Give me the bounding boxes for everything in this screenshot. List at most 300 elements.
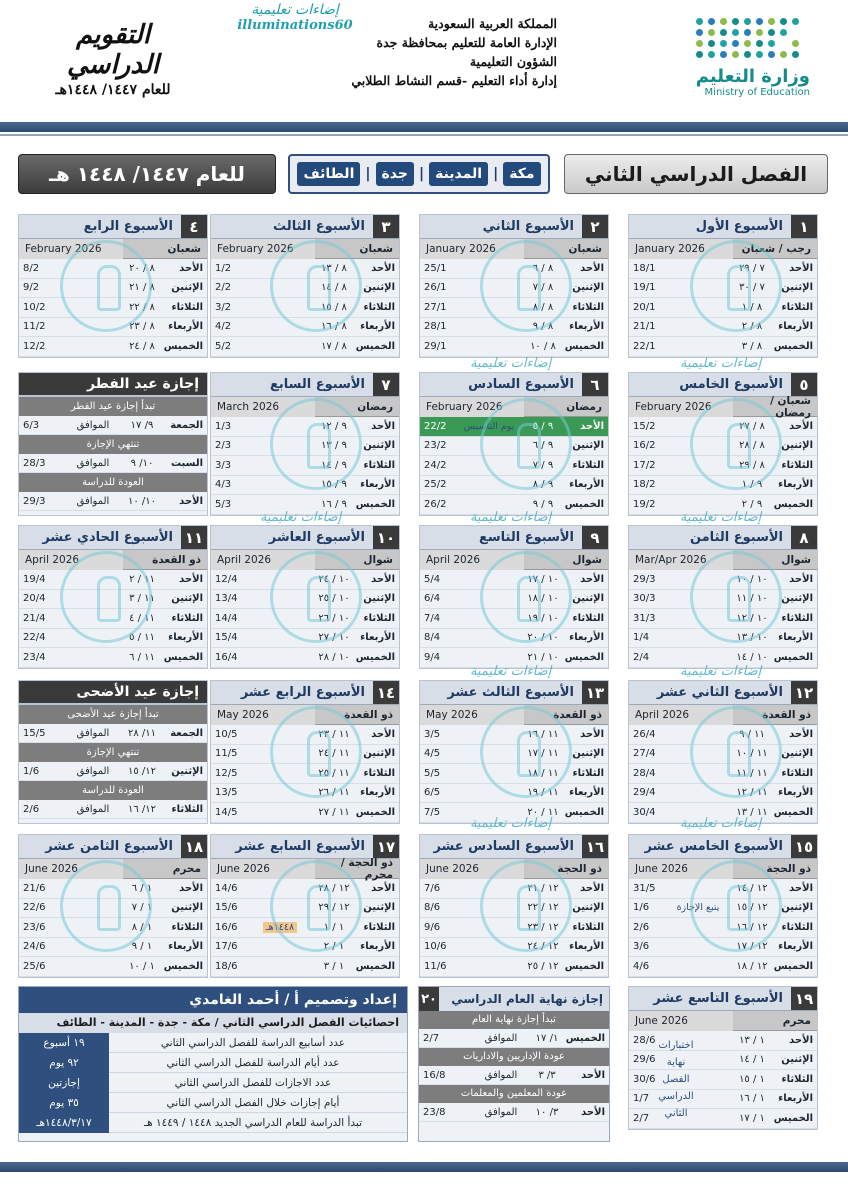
event-hijri: ٣/ ٣ bbox=[538, 1069, 556, 1081]
hijri-date: ٩ / ٥ bbox=[532, 420, 554, 432]
event-day: الأحد bbox=[581, 1106, 605, 1118]
gregorian-date: 9/2 bbox=[23, 282, 40, 294]
day-note bbox=[249, 922, 311, 933]
event-row bbox=[19, 724, 207, 743]
bottom-band bbox=[0, 1162, 848, 1172]
hijri-date: ١٢ / ١٤ bbox=[736, 882, 768, 894]
month-header bbox=[420, 397, 608, 417]
day-note-text: يوم التأسيس bbox=[463, 420, 515, 432]
gregorian-date: 26/1 bbox=[424, 282, 447, 294]
gregorian-date: 3/5 bbox=[424, 728, 441, 740]
day-row bbox=[420, 259, 608, 279]
day-row bbox=[629, 456, 817, 476]
year-end-panel bbox=[418, 986, 610, 1142]
day-row bbox=[629, 745, 817, 765]
gregorian-date: 18/2 bbox=[633, 479, 656, 491]
gregorian-month: May 2026 bbox=[211, 705, 315, 725]
day-row bbox=[211, 337, 399, 357]
gregorian-month: June 2026 bbox=[629, 1011, 733, 1031]
gregorian-date: 3/3 bbox=[215, 459, 232, 471]
hijri-date: ١١ / ٢٥ bbox=[318, 767, 350, 779]
month-header bbox=[19, 550, 207, 570]
stat-value: ١٩ أسبوع bbox=[19, 1033, 109, 1053]
month-header bbox=[629, 859, 817, 879]
hijri-date: ٨ / ١٦ bbox=[321, 321, 347, 333]
day-name: الثلاثاء bbox=[363, 459, 395, 471]
day-row bbox=[19, 899, 207, 919]
day-row bbox=[420, 590, 608, 610]
stat-row bbox=[19, 1113, 407, 1133]
calligraphy-title bbox=[38, 20, 188, 98]
week-name: الأسبوع الثاني bbox=[420, 215, 582, 238]
hijri-date: ٩ / ٩ bbox=[532, 498, 554, 510]
year-title: للعام ١٤٤٧/ ١٤٤٨ هـ bbox=[18, 154, 276, 194]
stat-value: ٣٥ يوم bbox=[19, 1093, 109, 1113]
gregorian-date: 7/4 bbox=[424, 612, 441, 624]
day-name: الإثنين bbox=[171, 593, 203, 605]
hijri-date: ١١ / ١٧ bbox=[527, 748, 559, 760]
day-name: الإثنين bbox=[572, 593, 604, 605]
day-row bbox=[211, 437, 399, 457]
hijri-date: ١١ / ٣ bbox=[129, 593, 155, 605]
day-row bbox=[629, 417, 817, 437]
gregorian-date: 8/6 bbox=[424, 902, 441, 914]
gregorian-date: 17/2 bbox=[633, 459, 656, 471]
hijri-date: ١١ / ١٨ bbox=[527, 767, 559, 779]
hijri-date: ١ / ٨ bbox=[131, 921, 153, 933]
week-header bbox=[19, 215, 207, 239]
city-separator: | bbox=[418, 166, 425, 182]
event-day: الخميس bbox=[565, 1032, 605, 1044]
day-name: الثلاثاء bbox=[572, 612, 604, 624]
day-name: الأربعاء bbox=[569, 321, 604, 333]
hijri-month: محرم bbox=[172, 862, 201, 875]
gregorian-date: 5/4 bbox=[424, 573, 441, 585]
day-row bbox=[420, 803, 608, 823]
gregorian-date: 15/2 bbox=[633, 420, 656, 432]
event-label: الموافق bbox=[76, 727, 110, 739]
stat-value: ١٤٤٨/٣/١٧هـ bbox=[19, 1113, 109, 1133]
day-row bbox=[629, 957, 817, 977]
day-name: الأربعاء bbox=[778, 632, 813, 644]
gregorian-month: April 2026 bbox=[211, 550, 315, 570]
day-row bbox=[629, 725, 817, 745]
hijri-month: شوال bbox=[572, 553, 602, 566]
watermark-text: إضاءات تعليمية bbox=[680, 664, 762, 679]
day-row bbox=[211, 725, 399, 745]
gregorian-date: 14/4 bbox=[215, 612, 238, 624]
day-row bbox=[211, 879, 399, 899]
hijri-date: ١١ / ٥ bbox=[129, 632, 155, 644]
day-name: الأحد bbox=[580, 262, 604, 274]
day-row bbox=[211, 279, 399, 299]
hijri-date: ١٠ / ٢٨ bbox=[318, 651, 350, 663]
hijri-date: ١١ / ١٣ bbox=[736, 806, 768, 818]
day-name: الثلاثاء bbox=[781, 1073, 813, 1085]
day-name: الأحد bbox=[179, 262, 203, 274]
gregorian-date: 12/5 bbox=[215, 767, 238, 779]
day-name: الإثنين bbox=[363, 902, 395, 914]
gregorian-date: 1/6 bbox=[633, 902, 650, 914]
day-row bbox=[629, 784, 817, 804]
event-greg: 1/6 bbox=[23, 765, 40, 777]
day-name: الأربعاء bbox=[569, 632, 604, 644]
day-row bbox=[19, 648, 207, 668]
hijri-month: رمضان bbox=[566, 400, 602, 413]
event-greg: 2/7 bbox=[423, 1032, 440, 1044]
gregorian-date: 10/6 bbox=[424, 941, 447, 953]
stat-label: عدد أيام الدراسة للفصل الدراسي الثاني bbox=[166, 1056, 340, 1069]
gregorian-date: 19/1 bbox=[633, 282, 656, 294]
gregorian-month: April 2026 bbox=[420, 550, 524, 570]
day-name: الخميس bbox=[773, 960, 813, 972]
day-name: الأربعاء bbox=[168, 941, 203, 953]
hijri-date: ١٠ / ١٧ bbox=[527, 573, 559, 585]
hijri-date: ٨ / ٩ bbox=[532, 321, 554, 333]
day-row bbox=[211, 899, 399, 919]
week-number: ٢ bbox=[582, 215, 608, 238]
day-row bbox=[19, 590, 207, 610]
top-band bbox=[0, 122, 848, 132]
week-card bbox=[18, 525, 208, 669]
day-row bbox=[211, 298, 399, 318]
hijri-date: ١ / ١٠ bbox=[129, 960, 155, 972]
hijri-date: ٩ / ٧ bbox=[532, 459, 554, 471]
hijri-date: ١١ / ٦ bbox=[129, 651, 155, 663]
hijri-month: شعبان / رمضان bbox=[770, 394, 811, 419]
month-header bbox=[19, 239, 207, 259]
gregorian-date: 29/4 bbox=[633, 787, 656, 799]
day-name: الخميس bbox=[355, 340, 395, 352]
hijri-date: ٨ / ٢٢ bbox=[129, 301, 155, 313]
watermark-top bbox=[200, 2, 390, 33]
hijri-date: ١٠ / ١٩ bbox=[527, 612, 559, 624]
gregorian-month: January 2026 bbox=[629, 239, 733, 259]
week-header bbox=[420, 526, 608, 550]
hijri-date: ١٢ / ٢١ bbox=[527, 882, 559, 894]
hijri-date: ١ / ١ bbox=[323, 921, 345, 933]
gregorian-date: 8/2 bbox=[23, 262, 40, 274]
gregorian-month: Mar/Apr 2026 bbox=[629, 550, 733, 570]
day-name: الإثنين bbox=[781, 902, 813, 914]
event-caption: تنتهي الإجازة bbox=[19, 435, 207, 454]
week-card bbox=[628, 525, 818, 669]
hijri-date: ٨ / ٨ bbox=[532, 301, 554, 313]
day-row bbox=[629, 495, 817, 515]
hijri-date: ١ / ٧ bbox=[131, 902, 153, 914]
day-row bbox=[420, 570, 608, 590]
week-header bbox=[211, 835, 399, 859]
calligraphy-year: للعام ١٤٤٧/ ١٤٤٨هـ bbox=[55, 82, 171, 98]
day-name: الخميس bbox=[355, 651, 395, 663]
hijri-date: ٨ / ١٣ bbox=[321, 262, 347, 274]
month-header bbox=[629, 550, 817, 570]
watermark-text: إضاءات تعليمية bbox=[470, 816, 552, 831]
gregorian-date: 3/6 bbox=[633, 941, 650, 953]
hijri-date: ١١ / ٢٤ bbox=[318, 748, 350, 760]
hijri-date: ١٢ / ١٧ bbox=[736, 941, 768, 953]
week-header bbox=[629, 681, 817, 705]
week-name: الأسبوع السابع bbox=[211, 373, 373, 396]
header-line: المملكة العربية السعودية bbox=[427, 16, 557, 31]
month-header bbox=[420, 239, 608, 259]
week-number: ٦ bbox=[582, 373, 608, 396]
day-name: الإثنين bbox=[572, 748, 604, 760]
gregorian-date: 16/6 bbox=[215, 921, 238, 933]
week-header bbox=[629, 373, 817, 397]
watermark-text: إضاءات تعليمية bbox=[470, 356, 552, 371]
month-header bbox=[211, 239, 399, 259]
day-row bbox=[19, 957, 207, 977]
hijri-month: ذو القعدة bbox=[344, 708, 393, 721]
day-row bbox=[629, 590, 817, 610]
gregorian-date: 15/6 bbox=[215, 902, 238, 914]
hijri-date: ١٢ / ٢٢ bbox=[527, 902, 559, 914]
week-header bbox=[211, 681, 399, 705]
day-row bbox=[19, 259, 207, 279]
event-label: الموافق bbox=[484, 1032, 518, 1044]
day-row bbox=[420, 957, 608, 977]
gregorian-date: 20/4 bbox=[23, 593, 46, 605]
week-name: الأسبوع السادس عشر bbox=[420, 835, 582, 858]
event-day: الأحد bbox=[581, 1069, 605, 1081]
event-caption: عودة المعلمين والمعلمات bbox=[419, 1085, 609, 1103]
gregorian-month: February 2026 bbox=[211, 239, 315, 259]
day-name: الأربعاء bbox=[360, 479, 395, 491]
day-row bbox=[211, 495, 399, 515]
day-name: الأربعاء bbox=[569, 787, 604, 799]
day-row bbox=[211, 590, 399, 610]
week-header bbox=[629, 526, 817, 550]
gregorian-date: 24/2 bbox=[424, 459, 447, 471]
gregorian-date: 14/6 bbox=[215, 882, 238, 894]
hijri-date: ٩ / ٦ bbox=[532, 440, 554, 452]
event-hijri: ١٢/ ١٦ bbox=[127, 803, 157, 815]
hijri-date: ١٢ / ٢٨ bbox=[318, 882, 350, 894]
day-row bbox=[629, 629, 817, 649]
event-row bbox=[19, 454, 207, 473]
hijri-date: ١١ / ٢٠ bbox=[527, 806, 559, 818]
event-caption: تبدأ إجازة عيد الأضحى bbox=[19, 705, 207, 724]
gregorian-date: 1/7 bbox=[633, 1093, 650, 1105]
week-name: الأسبوع الحادي عشر bbox=[19, 526, 181, 549]
month-header bbox=[420, 859, 608, 879]
week-header bbox=[629, 215, 817, 239]
day-row bbox=[211, 918, 399, 938]
day-row bbox=[420, 495, 608, 515]
hijri-date: ١١ / ١١ bbox=[736, 767, 768, 779]
hijri-date: ١٢ / ٢٥ bbox=[527, 960, 559, 972]
event-hijri: ١٠/ ١٠ bbox=[127, 495, 157, 507]
day-row bbox=[629, 570, 817, 590]
day-name: الأربعاء bbox=[778, 321, 813, 333]
day-name: الأربعاء bbox=[778, 479, 813, 491]
top-band-line bbox=[0, 134, 848, 136]
gregorian-month: June 2026 bbox=[19, 859, 123, 879]
day-name: الإثنين bbox=[572, 902, 604, 914]
week-card bbox=[210, 834, 400, 978]
hijri-date: ٨ / ٢١ bbox=[129, 282, 155, 294]
eid-adha-panel bbox=[18, 680, 208, 824]
event-caption: العودة للدراسة bbox=[19, 781, 207, 800]
hijri-month: ذو القعدة bbox=[152, 553, 201, 566]
week-card bbox=[18, 214, 208, 358]
day-row bbox=[629, 899, 817, 919]
day-name: الأحد bbox=[371, 882, 395, 894]
gregorian-month: June 2026 bbox=[629, 859, 733, 879]
week-card bbox=[628, 680, 818, 824]
day-name: الإثنين bbox=[363, 440, 395, 452]
event-greg: 16/8 bbox=[423, 1069, 446, 1081]
gregorian-date: 4/2 bbox=[215, 321, 232, 333]
week-header bbox=[420, 215, 608, 239]
day-name: الإثنين bbox=[781, 593, 813, 605]
month-header bbox=[629, 239, 817, 259]
day-row bbox=[420, 938, 608, 958]
gregorian-date: 5/3 bbox=[215, 498, 232, 510]
day-row bbox=[211, 745, 399, 765]
gregorian-date: 17/6 bbox=[215, 941, 238, 953]
day-name: الأربعاء bbox=[569, 941, 604, 953]
hijri-date: ٨ / ٧ bbox=[532, 282, 554, 294]
day-row bbox=[211, 629, 399, 649]
week-number: ١٣ bbox=[582, 681, 608, 704]
day-name: الثلاثاء bbox=[781, 459, 813, 471]
gregorian-date: 2/3 bbox=[215, 440, 232, 452]
event-caption: تنتهي الإجازة bbox=[19, 743, 207, 762]
month-header bbox=[211, 705, 399, 725]
day-note bbox=[667, 902, 729, 913]
day-name: الأربعاء bbox=[360, 787, 395, 799]
event-row bbox=[19, 800, 207, 819]
hijri-date: ١٢ / ٢٩ bbox=[318, 902, 350, 914]
gregorian-date: 6/5 bbox=[424, 787, 441, 799]
hijri-month: ذو الحجة bbox=[766, 862, 811, 875]
event-label: الموافق bbox=[76, 765, 110, 777]
stat-label: تبدأ الدراسة للعام الدراسي الجديد ١٤٤٨ / ١٤٤٩ هـ bbox=[144, 1116, 362, 1129]
gregorian-date: 4/5 bbox=[424, 748, 441, 760]
hijri-date: ٨ / ٢٤ bbox=[129, 340, 155, 352]
eid-fitr-panel bbox=[18, 372, 208, 516]
event-caption: عودة الإداريين والاداريات bbox=[419, 1048, 609, 1066]
city-label: الطائف bbox=[297, 162, 360, 186]
gregorian-date: 15/4 bbox=[215, 632, 238, 644]
gregorian-date: 1/2 bbox=[215, 262, 232, 274]
day-name: الأربعاء bbox=[778, 787, 813, 799]
day-row bbox=[629, 279, 817, 299]
gregorian-month: April 2026 bbox=[19, 550, 123, 570]
gregorian-date: 22/2 bbox=[424, 420, 447, 432]
week-name: الأسبوع الثالث عشر bbox=[420, 681, 582, 704]
event-caption: تبدأ إجازة عيد الفطر bbox=[19, 397, 207, 416]
day-name: الإثنين bbox=[363, 748, 395, 760]
week-header bbox=[629, 987, 817, 1011]
hijri-date: ١٠ / ١٢ bbox=[736, 612, 768, 624]
day-row bbox=[211, 957, 399, 977]
calligraphy-text: التقويم الدراسي bbox=[66, 20, 160, 80]
day-row bbox=[211, 417, 399, 437]
day-row bbox=[420, 298, 608, 318]
event-hijri: ١٢/ ١٥ bbox=[127, 765, 157, 777]
event-row bbox=[419, 1103, 609, 1122]
day-row bbox=[211, 803, 399, 823]
event-greg: 15/5 bbox=[23, 727, 46, 739]
hijri-date: ١٠ / ٢٦ bbox=[318, 612, 350, 624]
day-row bbox=[211, 318, 399, 338]
day-row bbox=[420, 648, 608, 668]
day-row bbox=[629, 803, 817, 823]
week-name: الأسبوع السادس bbox=[420, 373, 582, 396]
day-row bbox=[19, 918, 207, 938]
week-number: ٧ bbox=[373, 373, 399, 396]
week-name: الأسبوع التاسع عشر bbox=[629, 987, 791, 1010]
watermark-text: إضاءات تعليمية bbox=[680, 356, 762, 371]
hijri-date: ٩ / ١٢ bbox=[321, 420, 347, 432]
day-name: الإثنين bbox=[171, 282, 203, 294]
city-separator: | bbox=[493, 166, 499, 182]
gregorian-date: 22/4 bbox=[23, 632, 46, 644]
hijri-month: ذو القعدة bbox=[762, 708, 811, 721]
hijri-date: ١٢ / ٢٣ bbox=[527, 921, 559, 933]
event-hijri: ٩/ ١٧ bbox=[130, 419, 154, 431]
day-name: الخميس bbox=[163, 340, 203, 352]
month-header bbox=[211, 397, 399, 417]
month-header bbox=[420, 550, 608, 570]
week-card bbox=[419, 214, 609, 358]
day-name: الأربعاء bbox=[778, 941, 813, 953]
ministry-dots-icon bbox=[690, 14, 810, 64]
month-header bbox=[19, 859, 207, 879]
hijri-date: ١١ / ١٢ bbox=[736, 787, 768, 799]
hijri-date: ١ / ١٦ bbox=[739, 1093, 765, 1105]
gregorian-date: 5/5 bbox=[424, 767, 441, 779]
day-name: الأربعاء bbox=[360, 941, 395, 953]
day-name: الثلاثاء bbox=[171, 301, 203, 313]
gregorian-date: 31/3 bbox=[633, 612, 656, 624]
week-name: الأسبوع الثامن bbox=[629, 526, 791, 549]
gregorian-month: April 2026 bbox=[629, 705, 733, 725]
gregorian-date: 2/7 bbox=[633, 1112, 650, 1124]
hijri-month: شعبان bbox=[359, 242, 393, 255]
hijri-date: ٨ / ١٧ bbox=[321, 340, 347, 352]
week-name: الأسبوع الثالث bbox=[211, 215, 373, 238]
day-row bbox=[420, 784, 608, 804]
day-row bbox=[211, 784, 399, 804]
month-header bbox=[211, 856, 399, 881]
gregorian-date: 2/4 bbox=[633, 651, 650, 663]
gregorian-date: 10/2 bbox=[23, 301, 46, 313]
gregorian-month: January 2026 bbox=[420, 239, 524, 259]
week-number: ١٧ bbox=[373, 835, 399, 858]
month-header bbox=[629, 394, 817, 419]
hijri-date: ١ / ١٥ bbox=[739, 1073, 765, 1085]
hijri-date: ٩ / ٨ bbox=[532, 479, 554, 491]
event-label: الموافق bbox=[76, 803, 110, 815]
week-number: ١٩ bbox=[791, 987, 817, 1010]
hijri-date: ٨ / ١ bbox=[741, 301, 763, 313]
week-header bbox=[420, 835, 608, 859]
header bbox=[0, 0, 848, 118]
month-header bbox=[211, 550, 399, 570]
city-separator: | bbox=[365, 166, 371, 182]
day-row bbox=[19, 570, 207, 590]
day-name: الإثنين bbox=[572, 282, 604, 294]
day-name: الأحد bbox=[179, 573, 203, 585]
day-note-text: ١٤٤٨هـ bbox=[263, 922, 297, 933]
hijri-date: ١٢ / ١٦ bbox=[736, 921, 768, 933]
hijri-date: ٩ / ١٤ bbox=[321, 459, 347, 471]
stat-value: إجازتين bbox=[19, 1073, 109, 1093]
